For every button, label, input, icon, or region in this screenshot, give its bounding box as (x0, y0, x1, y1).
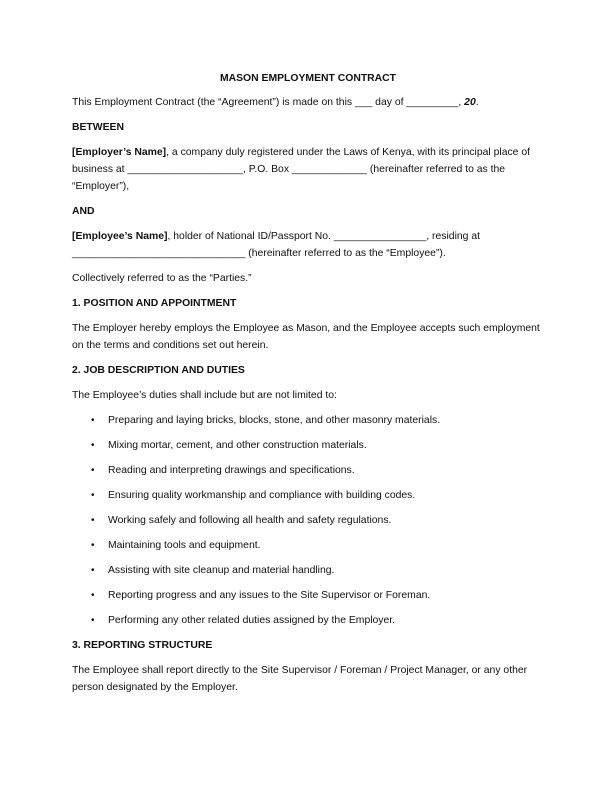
section-3-heading: 3. REPORTING STRUCTURE (72, 640, 213, 651)
section-1-body: The Employer hereby employs the Employee as Mason, and the Employee accepts such employment on the terms and conditions set out herein. (72, 323, 540, 351)
bullet-icon: • (91, 565, 95, 576)
bullet-icon: • (91, 590, 95, 601)
list-item-text: Performing any other related duties assigned by the Employer. (108, 615, 396, 626)
section-2-body: The Employee’s duties shall include but are not limited to: (72, 390, 337, 401)
intro-year: 20 (464, 97, 476, 108)
list-item-text: Reporting progress and any issues to the Site Supervisor or Foreman. (108, 590, 431, 601)
contract-page (72, 70, 544, 704)
employee-text: , holder of National ID/Passport No. ________________, residing at ______________________________ (hereinafter referred to as the “Employee”). (72, 231, 480, 259)
intro-text: This Employment Contract (the “Agreement”) is made on this ___ day of _________, (72, 97, 465, 108)
bullet-icon: • (91, 515, 95, 526)
list-item-text: Reading and interpreting drawings and specifications. (108, 465, 355, 476)
employer-paragraph (72, 144, 544, 195)
section-3-body: The Employee shall report directly to the Site Supervisor / Foreman / Project Manager, or any other person designated by the Employer. (72, 665, 528, 693)
list-item (72, 612, 544, 629)
list-item-text: Maintaining tools and equipment. (108, 540, 261, 551)
list-item (72, 437, 544, 454)
document-title: MASON EMPLOYMENT CONTRACT (219, 73, 397, 84)
bullet-icon: • (91, 440, 95, 451)
list-item (72, 537, 544, 554)
intro-end: . (475, 97, 479, 108)
employee-paragraph (72, 228, 544, 262)
list-item-text: Preparing and laying bricks, blocks, stone, and other masonry materials. (108, 415, 441, 426)
bullet-icon: • (91, 540, 95, 551)
list-item (72, 412, 544, 429)
parties-paragraph: Collectively referred to as the “Parties.” (72, 273, 252, 284)
employer-text: , a company duly registered under the Laws of Kenya, with its principal place of business at ____________________, P.O. Box _____________ (hereinafter referred to as the “Employer”), (72, 147, 530, 192)
employer-name: [Employer’s Name] (72, 147, 167, 158)
between-label: BETWEEN (72, 122, 124, 133)
list-item (72, 462, 544, 479)
bullet-icon: • (91, 415, 95, 426)
list-item (72, 512, 544, 529)
intro-paragraph (72, 94, 544, 111)
list-item-text: Working safely and following all health and safety regulations. (108, 515, 392, 526)
list-item (72, 587, 544, 604)
and-label: AND (72, 206, 95, 217)
list-item-text: Ensuring quality workmanship and compliance with building codes. (108, 490, 416, 501)
list-item-text: Mixing mortar, cement, and other construction materials. (108, 440, 367, 451)
bullet-icon: • (91, 615, 95, 626)
list-item (72, 487, 544, 504)
employee-name: [Employee’s Name] (72, 231, 168, 242)
section-1-heading: 1. POSITION AND APPOINTMENT (72, 298, 237, 309)
list-item-text: Assisting with site cleanup and material handling. (108, 565, 335, 576)
list-item (72, 562, 544, 579)
bullet-icon: • (91, 465, 95, 476)
section-2-heading: 2. JOB DESCRIPTION AND DUTIES (72, 365, 245, 376)
bullet-icon: • (91, 490, 95, 501)
duties-list (72, 412, 544, 629)
